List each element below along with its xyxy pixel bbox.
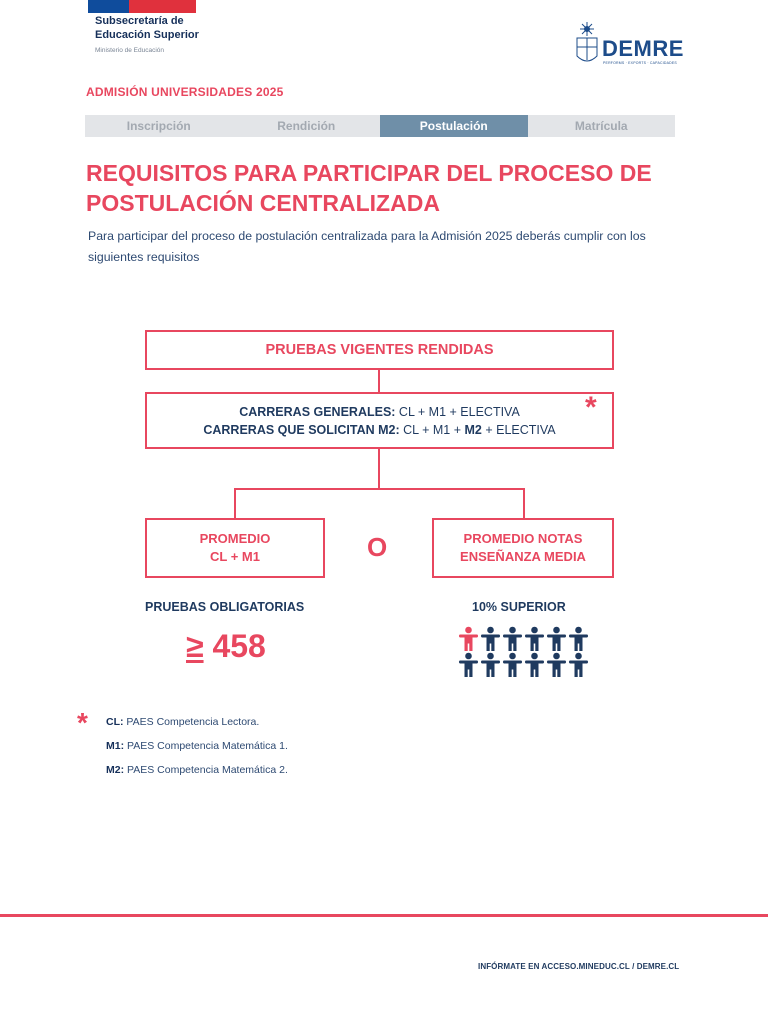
page-title xyxy=(86,158,706,218)
carreras-m2-value-b: M2 xyxy=(464,422,482,437)
tab-matricula[interactable]: Matrícula xyxy=(528,115,676,137)
person-icon xyxy=(502,652,523,678)
demre-wordmark: DEMRE xyxy=(602,36,684,61)
footer-divider xyxy=(0,914,768,917)
carreras-box xyxy=(145,392,614,449)
gov-subsecretaria-line2: Educación Superior xyxy=(95,29,199,41)
note-code: M2: xyxy=(106,764,125,776)
connector-line xyxy=(234,488,236,518)
connector-line xyxy=(378,370,380,392)
carreras-m2-value-a: CL + M1 + xyxy=(399,422,465,437)
carreras-generales-label: CARRERAS GENERALES: xyxy=(239,404,396,419)
note-text: PAES Competencia Lectora. xyxy=(123,716,260,728)
pruebas-vigentes-label: PRUEBAS VIGENTES RENDIDAS xyxy=(265,342,494,358)
page-title-line2: POSTULACIÓN CENTRALIZADA xyxy=(86,190,440,216)
tab-inscripcion[interactable]: Inscripción xyxy=(85,115,233,137)
note-code: CL: xyxy=(106,716,124,728)
person-icon xyxy=(524,626,545,652)
people-grid xyxy=(458,626,590,678)
connector-line xyxy=(378,449,380,489)
note-m2 xyxy=(106,764,288,776)
minimum-score xyxy=(186,628,266,665)
people-row xyxy=(458,626,590,652)
carreras-m2-line xyxy=(203,421,555,439)
demre-tagline: PERFORMS · EXPORTS · CAPACIDADES xyxy=(603,61,677,65)
pruebas-vigentes-box xyxy=(145,330,614,370)
process-steps-tabs xyxy=(85,115,675,137)
person-icon xyxy=(480,626,501,652)
carreras-generales-value: CL + M1 + ELECTIVA xyxy=(395,404,520,419)
note-cl xyxy=(106,716,259,728)
gov-ministerio: Ministerio de Educación xyxy=(95,47,165,54)
ensenanza-media-label: ENSEÑANZA MEDIA xyxy=(460,549,586,564)
carreras-m2-value-c: + ELECTIVA xyxy=(481,422,556,437)
gov-subsecretaria-line1: Subsecretaría de xyxy=(95,15,184,27)
person-icon xyxy=(480,652,501,678)
promedio-notas-label: PROMEDIO NOTAS xyxy=(463,531,583,546)
note-code: M1: xyxy=(106,740,125,752)
university-emblem-icon xyxy=(574,20,600,68)
footer-link-text[interactable]: INFÓRMATE EN ACCESO.MINEDUC.CL / DEMRE.CL xyxy=(478,962,680,971)
promedio-sublabel: CL + M1 xyxy=(210,549,260,564)
tab-postulacion[interactable]: Postulación xyxy=(380,115,528,137)
note-text: PAES Competencia Matemática 2. xyxy=(124,764,288,776)
tab-rendicion[interactable]: Rendición xyxy=(233,115,381,137)
admision-heading: ADMISIÓN UNIVERSIDADES 2025 xyxy=(86,85,284,99)
people-row xyxy=(458,652,590,678)
person-icon xyxy=(568,626,589,652)
promedio-notas-box xyxy=(432,518,614,578)
minimum-score-value: 458 xyxy=(203,628,266,664)
asterisk-marker: * xyxy=(585,391,597,424)
greater-equal-symbol: ≥ xyxy=(186,628,204,664)
carreras-generales-line xyxy=(239,403,520,421)
page-title-line1: REQUISITOS PARA PARTICIPAR DEL PROCESO DE xyxy=(86,160,652,186)
promedio-label: PROMEDIO xyxy=(199,531,271,546)
connector-line xyxy=(523,488,525,518)
promedio-cl-m1-box xyxy=(145,518,325,578)
person-icon xyxy=(458,652,479,678)
person-icon xyxy=(546,626,567,652)
person-icon xyxy=(568,652,589,678)
pruebas-obligatorias-label: PRUEBAS OBLIGATORIAS xyxy=(145,600,305,614)
person-highlighted-icon xyxy=(458,626,479,652)
top-percent-label: 10% SUPERIOR xyxy=(472,600,566,614)
or-separator: O xyxy=(367,532,388,562)
asterisk-marker: * xyxy=(77,707,88,738)
government-flag-bar xyxy=(88,0,196,13)
note-text: PAES Competencia Matemática 1. xyxy=(124,740,288,752)
person-icon xyxy=(546,652,567,678)
note-m1 xyxy=(106,740,288,752)
person-icon xyxy=(524,652,545,678)
intro-paragraph: Para participar del proceso de postulación centralizada para la Admisión 2025 deberás cumplir con los siguientes requisitos xyxy=(88,229,646,264)
person-icon xyxy=(502,626,523,652)
demre-logo xyxy=(574,20,684,70)
carreras-m2-label: CARRERAS QUE SOLICITAN M2: xyxy=(203,422,400,437)
connector-line xyxy=(234,488,525,490)
